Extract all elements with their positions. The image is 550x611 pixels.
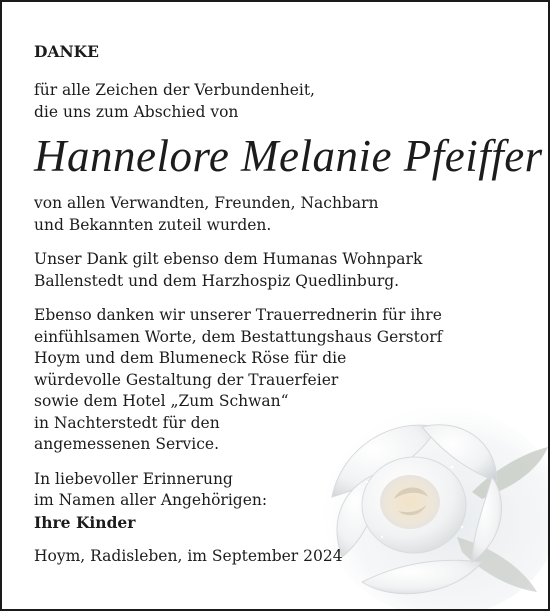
para1-line-2: und Bekannten zuteil wurden. xyxy=(34,215,272,234)
para1-line-1: von allen Verwandten, Freunden, Nachbarn xyxy=(34,194,379,212)
obituary-text xyxy=(34,42,543,568)
signature: Ihre Kinder xyxy=(34,512,136,532)
closing-line-2: im Namen aller Angehörigen: xyxy=(34,491,268,509)
intro-line-1: für alle Zeichen der Verbundenheit, xyxy=(34,81,315,99)
para3-line-5: sowie dem Hotel „Zum Schwan“ xyxy=(34,392,289,410)
intro-line-2: die uns zum Abschied von xyxy=(34,102,239,121)
heading: DANKE xyxy=(34,42,99,61)
closing-line-1: In liebevoller Erinnerung xyxy=(34,469,233,488)
deceased-name: Hannelore Melanie Pfeiffer xyxy=(34,131,543,181)
para3-line-6: in Nachterstedt für den xyxy=(34,413,220,432)
place-date: Hoym, Radisleben, im September 2024 xyxy=(34,547,343,565)
para3-line-7: angemessenen Service. xyxy=(34,435,220,453)
para3-line-2: einfühlsamen Worte, dem Bestattungshaus Gerstorf xyxy=(34,327,443,346)
para3-line-1: Ebenso danken wir unserer Trauerrednerin für ihre xyxy=(34,306,442,324)
para3-line-3: Hoym und dem Blumeneck Röse für die xyxy=(34,349,347,367)
para2-line-1: Unser Dank gilt ebenso dem Humanas Wohnpark xyxy=(34,250,423,268)
para2-line-2: Ballenstedt und dem Harzhospiz Quedlinburg. xyxy=(34,271,400,290)
para3-line-4: würdevolle Gestaltung der Trauerfeier xyxy=(34,370,339,389)
